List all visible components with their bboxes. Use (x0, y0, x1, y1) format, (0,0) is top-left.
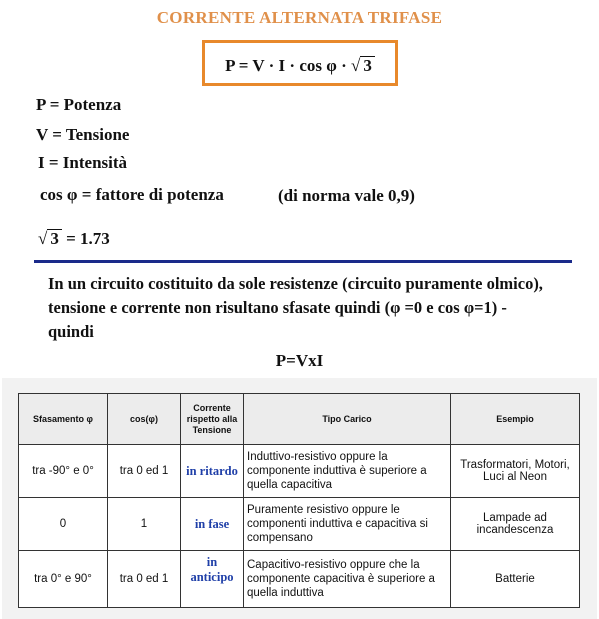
formula-lhs: P = V · I · cos φ · (225, 56, 352, 75)
header-corrente: Corrente rispetto alla Tensione (181, 394, 244, 445)
table-row (19, 445, 580, 498)
page-title: CORRENTE ALTERNATA TRIFASE (156, 8, 443, 27)
definition-voltage: V = Tensione (36, 125, 130, 144)
table-row (19, 498, 580, 551)
sqrt3-value (38, 229, 110, 249)
explanation-paragraph: In un circuito costituito da sole resistenze (circuito puramente olmico), tensione e corrente non risultano sfasate quindi (φ =0 e cos φ=1) - quindi (48, 274, 543, 341)
cell-esempio: Batterie (451, 551, 580, 608)
table-header-row (19, 394, 580, 445)
cell-cos: tra 0 ed 1 (108, 445, 181, 498)
cell-tipo-carico: Capacitivo-resistivo oppure che la componente capacitiva è superiore a quella induttiva (244, 551, 451, 608)
definition-current: I = Intensità (38, 153, 128, 172)
definition-power-factor: cos φ = fattore di potenza (40, 185, 224, 204)
cell-tipo-carico: Induttivo-resistivo oppure la componente induttiva è superiore a quella capacitiva (244, 445, 451, 498)
power-formula (202, 56, 398, 76)
cell-corrente: in fase (181, 498, 244, 551)
header-sfasamento: Sfasamento φ (19, 394, 108, 445)
cell-sfasamento: tra -90° e 0° (19, 445, 108, 498)
divider-rule (34, 260, 572, 263)
sqrt3-radicand: 3 (47, 229, 62, 249)
cell-corrente: in anticipo (181, 551, 244, 608)
power-factor-note: (di norma vale 0,9) (278, 186, 415, 205)
cell-tipo-carico: Puramente resistivo oppure le componenti induttiva e capacitiva si compensano (244, 498, 451, 551)
cell-esempio: Lampade ad incandescenza (451, 498, 580, 551)
formula-radicand: 3 (360, 56, 375, 76)
cell-corrente: in ritardo (181, 445, 244, 498)
cell-cos: tra 0 ed 1 (108, 551, 181, 608)
definition-power: P = Potenza (36, 95, 122, 114)
cell-sfasamento: 0 (19, 498, 108, 551)
cell-esempio: Trasformatori, Motori, Luci al Neon (451, 445, 580, 498)
header-tipo-carico: Tipo Carico (244, 394, 451, 445)
cell-cos: 1 (108, 498, 181, 551)
sqrt-sign: √ (351, 56, 361, 75)
resistive-power-formula: P=VxI (275, 351, 324, 370)
cell-sfasamento: tra 0° e 90° (19, 551, 108, 608)
sqrt3-result: = 1.73 (66, 229, 110, 248)
sqrt-sign-2: √ (38, 229, 48, 248)
header-cos: cos(φ) (108, 394, 181, 445)
table-row (19, 551, 580, 608)
load-type-table (18, 393, 580, 608)
header-esempio: Esempio (451, 394, 580, 445)
